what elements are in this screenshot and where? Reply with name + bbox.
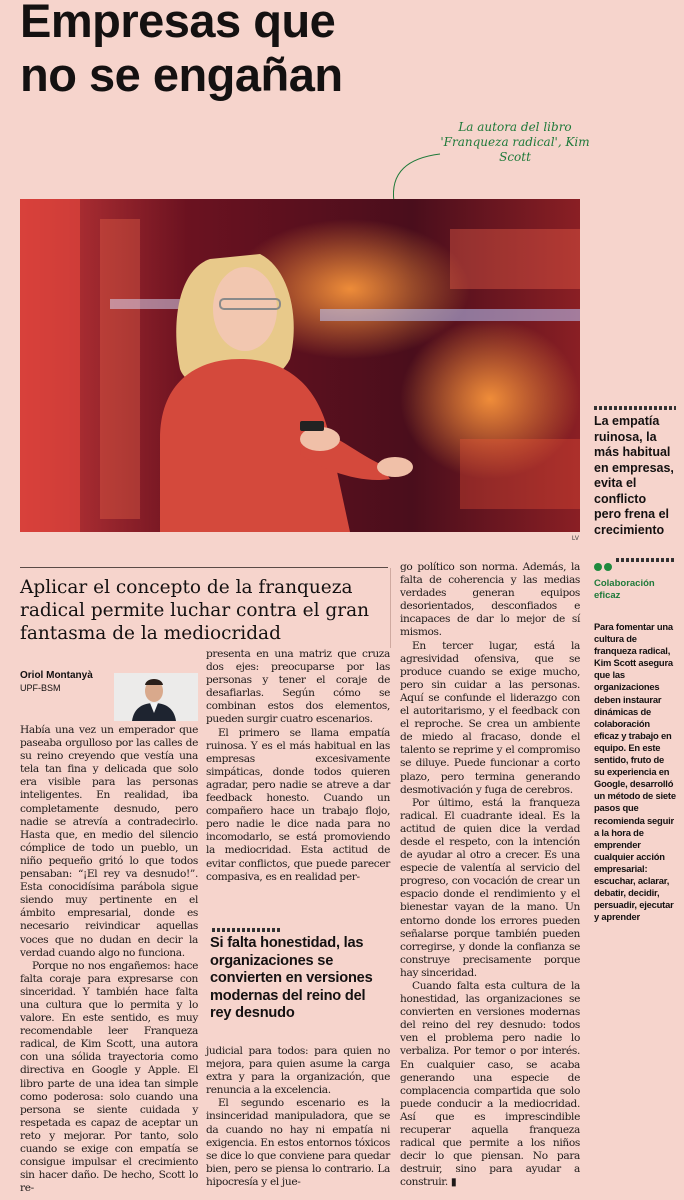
- paragraph: judicial para todos: para quien no mejora, para quien asume la carga extra y para la organización, que renuncia a la excelencia.: [206, 1045, 390, 1097]
- paragraph: go político son norma. Además, la falta de coherencia y las medias verdades generan equipos desorientados, desconfiados e incapaces de dar lo mejor de sí mismos.: [400, 561, 580, 639]
- photo-caption: La autora del libro 'Franqueza radical', Kim Scott: [440, 120, 590, 164]
- speaker-on-stage-image: [20, 199, 580, 532]
- paragraph: El primero se llama empatía ruinosa. Y es el más habitual en las empresas excesivamente simpáticas, donde todos quieren agradar, pero nadie se atreve a dar feedback honesto. Cuando un compañero hace un trabajo flojo, pero nadie le dice nada para no incomodarlo, se está promoviendo la mediocridad. Esta actitud de evitar conflictos, que puede parecer compasiva, es en realidad per-: [206, 726, 390, 883]
- article-column-2-bottom: [206, 1045, 390, 1189]
- paragraph: Había una vez un emperador que paseaba orgulloso por las calles de su reino creyendo que vestía una tela tan fina y delicada que solo era visible para las personas inteligentes. En realidad, iba completamente desnudo, pero nadie se atrevía a contradecirlo. Hasta que, en medio del silencio cómplice de todo un pueblo, un niño pequeño gritó lo que todos pensaban: “¡El rey va desnudo!”. Esta conocidísima parábola sigue siendo muy pertinente en el ámbito empresarial, donde es necesario reivindicar aquellas voces que no dudan en decir la verdad cuando algo no funciona.: [20, 724, 198, 959]
- sidebar-box-body: Para fomentar una cultura de franqueza radical, Kim Scott asegura que las organizaciones deben instaurar dinámicas de colaboración eficaz y trabajo en equipo. En este sentido, fruto de su experiencia en Google, desarrolló un método de siete pasos que recomienda seguir a la hora de emprender cualquier acción empresarial: escuchar, aclarar, debatir, decidir, persuadir, ejecutar y aprender: [594, 621, 676, 923]
- pullquote-rule: [212, 928, 280, 932]
- sidebar-box-title: Colaboración eficaz: [594, 578, 655, 601]
- paragraph: El segundo escenario es la insinceridad manipuladora, que se da cuando no hay ni empatía ni exigencia. En estos entornos tóxicos se dice lo que conviene para quedar bien, pero se piensa lo contrario. La hipocresía y el jue-: [206, 1097, 390, 1188]
- headline: [20, 0, 490, 102]
- sidebar-box-rule: [616, 558, 676, 562]
- headline-line-2: no se engañan: [20, 48, 343, 101]
- subhead-rule: [20, 567, 388, 568]
- paragraph: presenta en una matriz que cruza dos ejes: preocuparse por las personas y tener el coraje de desafiarlas. Según cómo se combinan estos dos elementos, pueden surgir cuatro escenarios.: [206, 648, 390, 726]
- author-affiliation: UPF-BSM: [20, 683, 61, 693]
- author-photo: [114, 673, 198, 721]
- paragraph: En tercer lugar, está la agresividad ofensiva, que se produce cuando se exige mucho, pero sin cuidar a las personas. Aquí se confunde el liderazgo con el autoritarismo, y el feedback con el reproche. Se crea un ambiente de miedo al fracaso, donde el talento se reprime y el compromiso se diluye. Puede funcionar a corto plazo, pero termina generando desmotivación y fuga de cerebros.: [400, 639, 580, 796]
- author-portrait-image: [114, 673, 198, 721]
- paragraph: Por último, está la franqueza radical. El cuadrante ideal. Es la actitud de quien dice la verdad desde el respeto, con la intención de ayudar al otro a crecer. Es una especie de valentía al servicio del progreso, con vocación de crear un espacio donde el rendimiento y el bienestar vayan de la mano. Un entorno donde los errores pueden señalarse porque también pueden corregirse, y donde la confianza se construye precisamente porque hay sinceridad.: [400, 796, 580, 979]
- green-dot-icon: [604, 563, 612, 571]
- photo-credit: LV: [572, 536, 579, 542]
- subhead: Aplicar el concepto de la franqueza radical permite luchar contra el gran fantasma de la mediocridad: [20, 577, 370, 644]
- headline-line-1: Empresas que: [20, 0, 336, 47]
- paragraph: Cuando falta esta cultura de la honestidad, las organizaciones se convierten en versiones modernas del reino del rey desnudo: todos ven el problema pero nadie lo verbaliza. Por temor o por interés. En cualquier caso, se acaba generando una especie de complacencia compartida que solo puede conducir a la mediocridad. Así que es imprescindible recuperar aquella franqueza radical que permite a los niños decir lo que piensan. No para destruir, sino para ayudar a construir. ▮: [400, 980, 580, 1189]
- caption-pointer-curve: [384, 150, 444, 206]
- pullquote: Si falta honestidad, las organizaciones se convierten en versiones modernas del reino del rey desnudo: [210, 935, 373, 1022]
- sidebar-rule: [594, 406, 676, 410]
- author-name: Oriol Montanyà: [20, 670, 93, 681]
- column-divider: [390, 568, 391, 648]
- sidebar-quote: La empatía ruinosa, la más habitual en empresas, evita el conflicto pero frena el crecimiento: [594, 414, 674, 537]
- article-column-1: [20, 724, 198, 1195]
- article-column-2-top: [206, 648, 390, 884]
- sidebar-box-marker: [594, 556, 614, 575]
- green-dot-icon: [594, 563, 602, 571]
- article-column-3: [400, 561, 580, 1190]
- paragraph: Porque no nos engañemos: hace falta coraje para expresarse con sinceridad. Y también hace falta una cultura que lo permita y lo valore. En este sentido, es muy recomendable leer Franqueza radical, de Kim Scott, una autora con una sólida trayectoria como directiva en Google y Apple. El libro parte de una idea tan simple como poderosa: solo cuando una persona se siente cuidada y respetada es capaz de aceptar un reto y mejorar. Por tanto, solo cuando se exige con empatía se consigue impulsar el crecimiento sin hacer daño. De hecho, Scott lo re-: [20, 959, 198, 1195]
- article-photo: [20, 199, 580, 532]
